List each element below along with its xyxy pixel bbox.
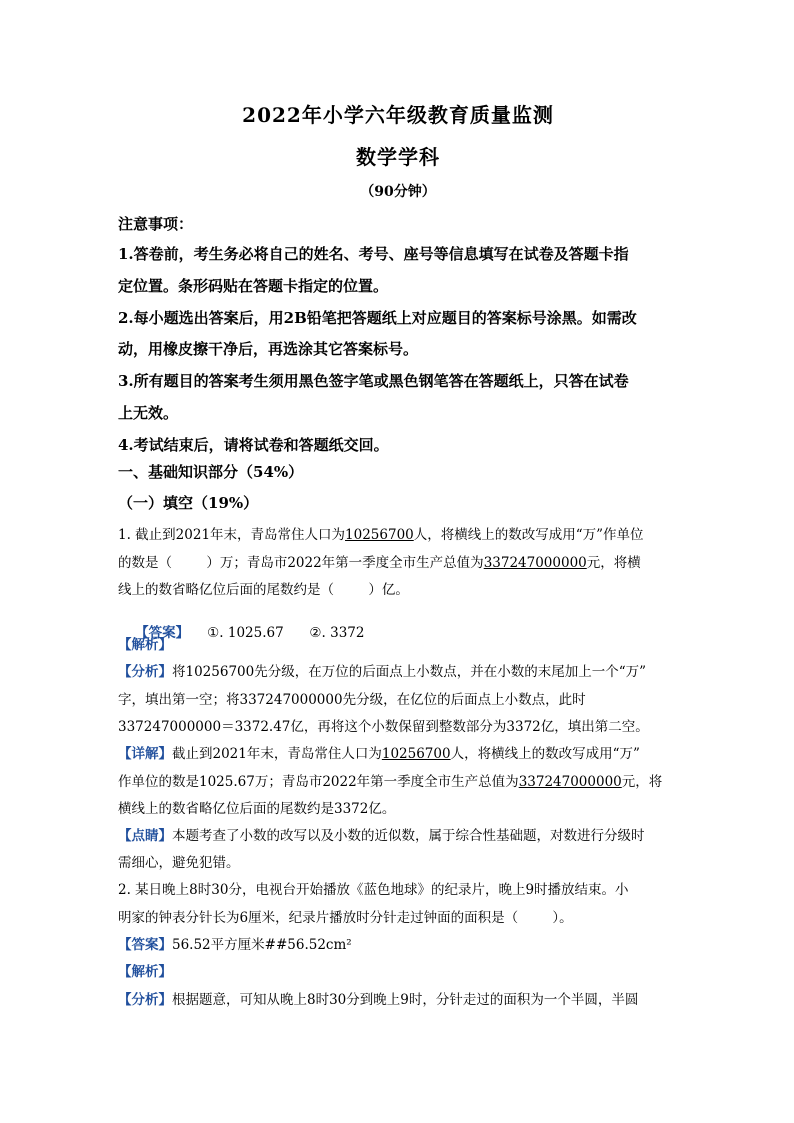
fenxi-label: 【分析】 bbox=[118, 664, 172, 680]
q1-fenxi-text-1: 将10256700先分级，在万位的后面点上小数点，并在小数的末尾加上一个“万” bbox=[172, 664, 647, 680]
note-2-line-2: 动，用橡皮擦干净后，再选涂其它答案标号。 bbox=[118, 340, 419, 358]
q2-line-2: 明家的钟表分针长为6厘米，纪录片播放时分针走过钟面的面积是（ ）。 bbox=[118, 910, 573, 926]
xiangjie-label: 【详解】 bbox=[118, 746, 172, 762]
subject-title: 数学学科 bbox=[356, 145, 440, 169]
q1-xj-2-post: 元，将 bbox=[621, 774, 663, 790]
exam-title: 2022年小学六年级教育质量监测 bbox=[242, 103, 554, 127]
q2-answer-row bbox=[118, 933, 352, 953]
note-2-line-1: 2.每小题选出答案后，用2B铅笔把答题纸上对应题目的答案标号涂黑。如需改 bbox=[118, 309, 637, 327]
dianjing-label: 【点睛】 bbox=[118, 828, 172, 844]
q1-line-2 bbox=[118, 551, 641, 571]
q2-fenxi-line-1 bbox=[118, 988, 638, 1008]
q1-xj-pre: 截止到2021年末，青岛常住人口为 bbox=[172, 746, 382, 762]
q1-answer: ①. 1025.67 ②. 3372 bbox=[207, 625, 365, 641]
q2-fenxi-label: 【分析】 bbox=[118, 992, 172, 1008]
duration-label: （90分钟） bbox=[360, 184, 436, 200]
q1-line-1-post: 人，将横线上的数改写成用“万”作单位 bbox=[413, 527, 644, 543]
analysis-label: 【解析】 bbox=[118, 637, 172, 653]
q1-underlined-number: 10256700 bbox=[345, 527, 414, 543]
note-1-line-1: 1.答卷前，考生务必将自己的姓名、考号、座号等信息填写在试卷及答题卡指 bbox=[118, 245, 629, 263]
q1-dianjing-line-1 bbox=[118, 824, 645, 844]
answer-label: 【答案】 bbox=[135, 625, 190, 641]
q1-xiangjie-line-1 bbox=[118, 742, 640, 762]
q1-dj-text-1: 本题考查了小数的改写以及小数的近似数，属于综合性基础题，对数进行分级时 bbox=[172, 828, 645, 844]
q1-xj-underlined-gdp: 337247000000 bbox=[518, 774, 622, 790]
note-3-line-1: 3.所有题目的答案考生须用黑色签字笔或黑色钢笔答在答题纸上，只答在试卷 bbox=[118, 372, 629, 390]
note-4: 4.考试结束后，请将试卷和答题纸交回。 bbox=[118, 436, 389, 454]
q2-analysis-label: 【解析】 bbox=[118, 964, 172, 980]
q1-line-2-post: 元，将横 bbox=[586, 555, 641, 571]
q1-line-1 bbox=[118, 523, 644, 543]
q1-line-2-pre: 的数是（ ）万；青岛市2022年第一季度全市生产总值为 bbox=[118, 555, 484, 571]
note-3-line-2: 上无效。 bbox=[118, 404, 179, 422]
q1-xiangjie-line-2 bbox=[118, 770, 662, 790]
q1-fenxi-line-1 bbox=[118, 660, 646, 680]
q1-xj-post: 人，将横线上的数改写成用“万” bbox=[450, 746, 640, 762]
q1-line-3: 线上的数省略亿位后面的尾数约是（ ）亿。 bbox=[118, 582, 409, 598]
subsection-heading: （一）填空（19%） bbox=[118, 494, 259, 512]
q2-answer-label: 【答案】 bbox=[118, 937, 172, 953]
q1-underlined-gdp: 337247000000 bbox=[483, 555, 587, 571]
q2-line-1: 2. 某日晚上8时30分，电视台开始播放《蓝色地球》的纪录片，晚上9时播放结束。小 bbox=[118, 882, 629, 898]
q1-fenxi-line-3: 337247000000＝3372.47亿，再将这个小数保留到整数部分为3372亿，填出第二空。 bbox=[118, 719, 649, 735]
q2-fenxi-text-1: 根据题意，可知从晚上8时30分到晚上9时，分针走过的面积为一个半圆，半圆 bbox=[172, 992, 639, 1008]
q1-dianjing-line-2: 需细心，避免犯错。 bbox=[118, 855, 240, 871]
q1-line-1-pre: 1. 截止到2021年末，青岛常住人口为 bbox=[118, 527, 346, 543]
q1-fenxi-line-2: 字，填出第一空；将337247000000先分级，在亿位的后面点上小数点，此时 bbox=[118, 692, 586, 708]
notes-heading: 注意事项： bbox=[118, 215, 194, 233]
q1-xj-2-pre: 作单位的数是1025.67万；青岛市2022年第一季度全市生产总值为 bbox=[118, 774, 519, 790]
q2-answer: 56.52平方厘米##56.52cm² bbox=[172, 937, 352, 953]
q1-xj-underlined-number: 10256700 bbox=[381, 746, 451, 762]
note-1-line-2: 定位置。条形码贴在答题卡指定的位置。 bbox=[118, 277, 389, 295]
section-heading: 一、基础知识部分（54%） bbox=[118, 463, 304, 481]
q1-xiangjie-line-3: 横线上的数省略亿位后面的尾数约是3372亿。 bbox=[118, 801, 396, 817]
